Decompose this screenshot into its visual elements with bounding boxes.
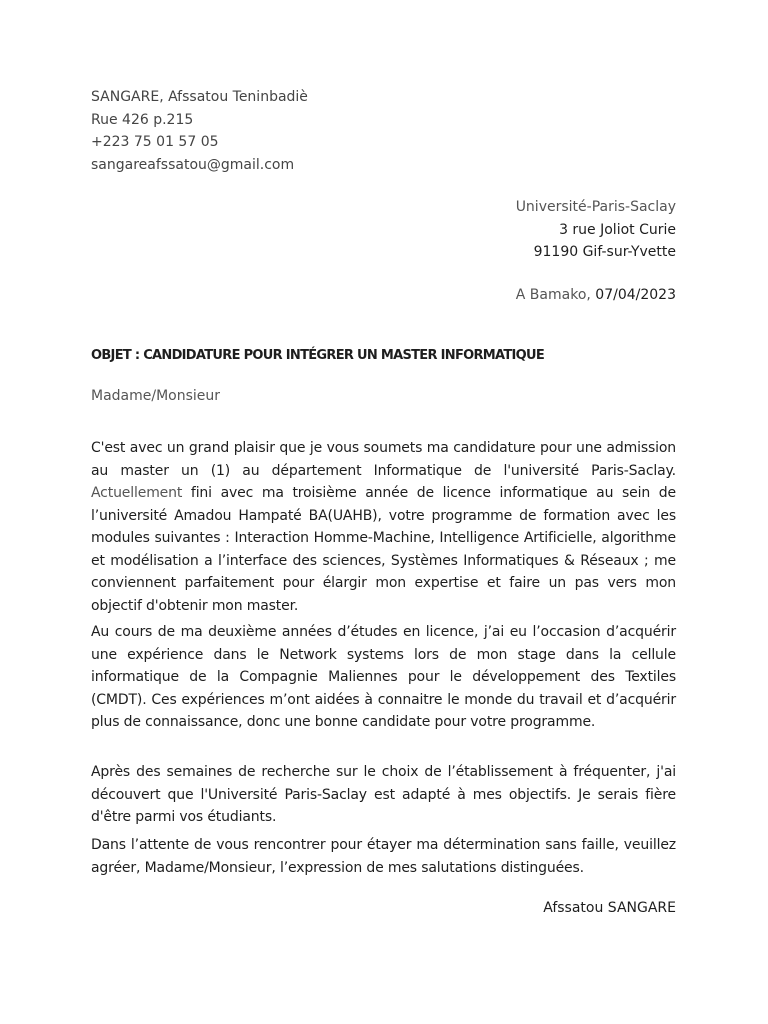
recipient-city: 91190 Gif-sur-Yvette [533,244,676,260]
date-line [516,284,676,306]
sender-block [91,86,308,176]
sender-email: sangareafssatou@gmail.com [91,156,295,173]
salutation: Madame/Monsieur [91,388,221,404]
sender-phone: +223 75 01 57 05 [91,134,219,150]
sender-address: Rue 426 p.215 [91,111,194,128]
date-place: A Bamako, [515,287,591,303]
paragraph-2: Au cours de ma deuxième années d’études en licence, j’ai eu l’occasion d’acquérir une expérience dans le Network systems lors de mon stage dans la cellule informatique de la Compagnie Maliennes pour le développement des Textiles (CMDT). Ces expériences m’ont aidées à connaitre le monde du travail et d’acquérir plus de connaissance, donc une bonne candidate pour votre programme. [91,624,676,730]
subject-line: OBJET : CANDIDATURE POUR INTÉGRER UN MASTER INFORMATIQUE [91,348,545,363]
paragraph-1-highlight: Actuellement [91,485,183,501]
date-value: 07/04/2023 [595,287,676,303]
paragraph-4: Dans l’attente de vous rencontrer pour étayer ma détermination sans faille, veuillez agréer, Madame/Monsieur, l’expression de mes salutations distinguées. [91,837,676,876]
sender-name: SANGARE, Afssatou Teninbadiè [91,89,308,105]
recipient-street: 3 rue Joliot Curie [559,221,676,238]
paragraph-3: Après des semaines de recherche sur le choix de l’établissement à fréquenter, j'ai découvert que l'Université Paris-Saclay est adapté à mes objectifs. Je serais fière d'être parmi vos étudiants. [91,764,676,825]
paragraph-1-part-1: C'est avec un grand plaisir que je vous soumets ma candidature pour une admission au master un (1) au département Informatique de l'université Paris-Saclay. [91,440,676,479]
paragraph-1-part-2: fini avec ma troisième année de licence informatique au sein de l’université Amadou Hampaté BA(UAHB), votre programme de formation avec les modules suivantes : Interaction Homme-Machine, Intelligence Artificielle, algorithme et modélisation a l’interface des sciences, Systèmes Informatiques & Réseaux ; me conviennent parfaitement pour élargir mon expertise et faire un pas vers mon objectif d'obtenir mon master. [91,485,676,614]
recipient-institution: Université-Paris-Saclay [515,199,676,215]
recipient-block [516,196,676,264]
signature: Afssatou SANGARE [543,900,676,916]
paragraph-1 [91,437,676,617]
